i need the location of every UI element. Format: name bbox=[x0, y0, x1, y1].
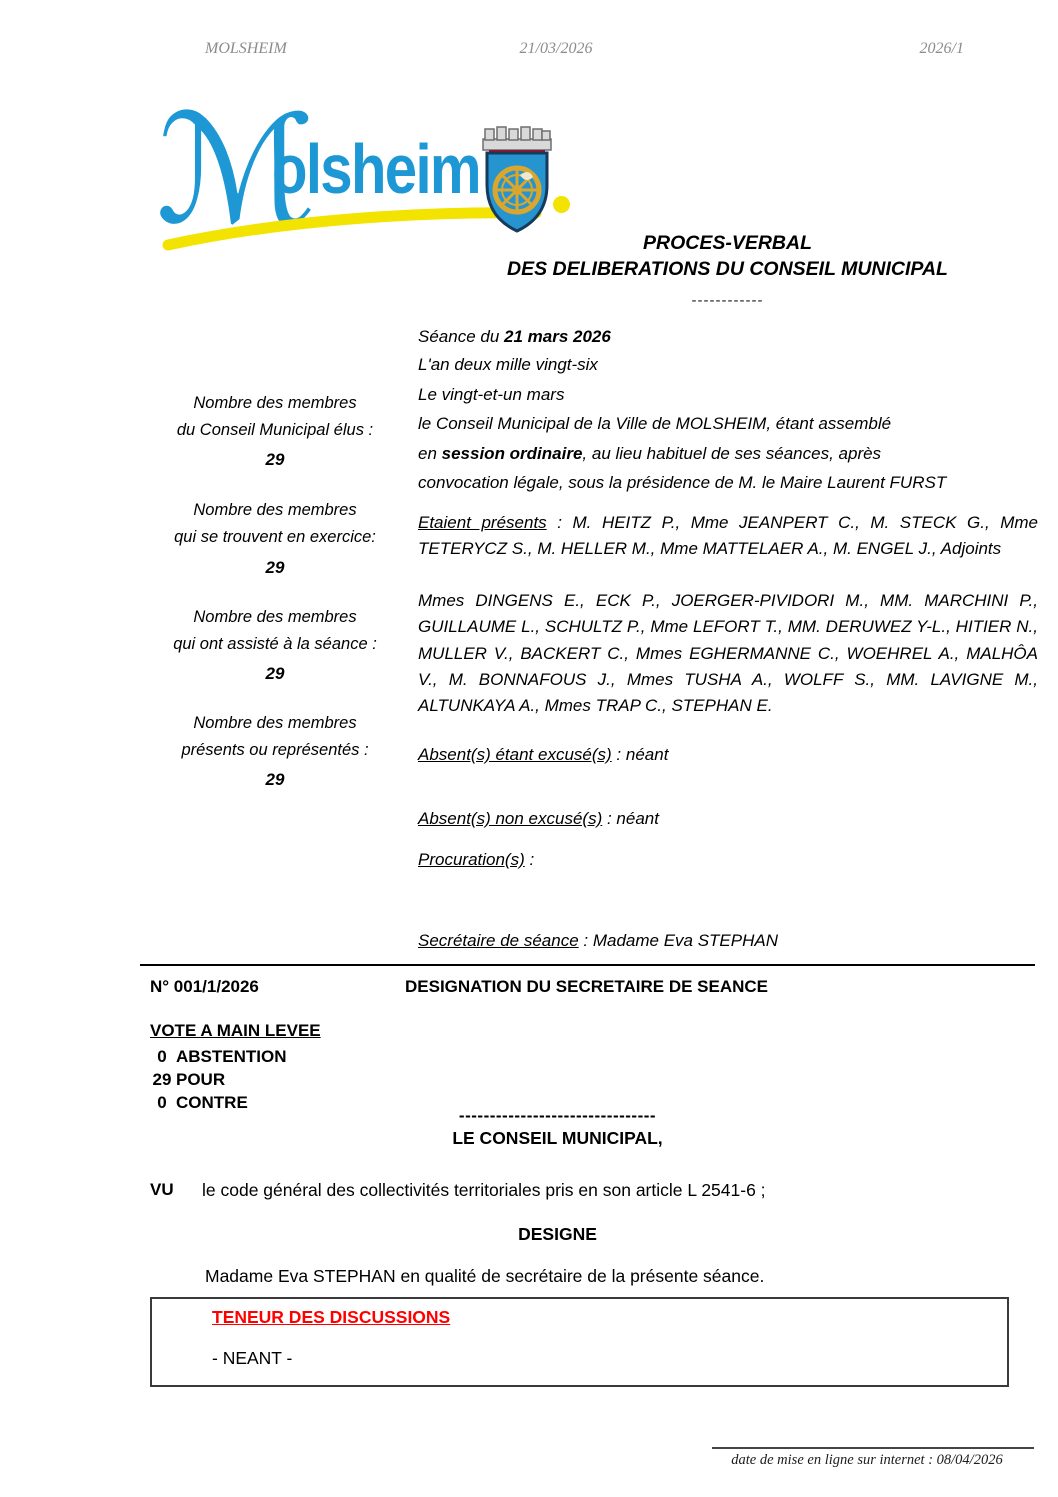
decision-separator: -------------------------------- bbox=[458, 1106, 657, 1125]
members-in-office-value: 29 bbox=[265, 558, 285, 577]
header-page-ref: 2026/1 bbox=[919, 40, 964, 57]
discussions-box-content: - NEANT - bbox=[212, 1348, 293, 1368]
vu-label: VU bbox=[150, 1180, 174, 1199]
discussions-box-title: TENEUR DES DISCUSSIONS bbox=[212, 1307, 451, 1327]
header-date: 21/03/2026 bbox=[519, 40, 593, 57]
vu-text: le code général des collectivités territoriales pris en son article L 2541-6 ; bbox=[202, 1180, 766, 1200]
vote-row-contre: 0 CONTRE bbox=[157, 1093, 248, 1112]
intro-line-3: le Conseil Municipal de la Ville de MOLSHEIM, étant assemblé bbox=[418, 414, 892, 434]
seance-date-line: Séance du 21 mars 2026 bbox=[418, 327, 611, 346]
absent-not-excused-line: Absent(s) non excusé(s) : néant bbox=[418, 809, 659, 828]
logo-initial-m: ℳ bbox=[156, 84, 317, 258]
council-heading: LE CONSEIL MUNICIPAL, bbox=[452, 1128, 663, 1148]
footer-divider bbox=[712, 1447, 1034, 1449]
seance-intro bbox=[418, 350, 1038, 498]
members-represented-label: Nombre des membres présents ou représentés : bbox=[181, 714, 369, 759]
vote-row-pour: 29 POUR bbox=[152, 1070, 226, 1089]
title-line-1: PROCES-VERBAL bbox=[642, 232, 813, 254]
logo-period-dot bbox=[553, 196, 570, 213]
intro-line-1: L'an deux mille vingt-six bbox=[418, 355, 598, 374]
footer-publication-date: date de mise en ligne sur internet : 08/04/2026 bbox=[731, 1452, 1003, 1468]
molsheim-crest-icon bbox=[480, 126, 554, 236]
vote-title: VOTE A MAIN LEVEE bbox=[150, 1021, 321, 1040]
procurations-line: Procuration(s) : bbox=[418, 850, 535, 869]
present-names-2: Mmes DINGENS E., ECK P., JOERGER-PIVIDORI M., MM. MARCHINI P., GUILLAUME L., SCHULTZ P., Mme LEFORT T., MM. DERUWEZ Y-L., HITIER N., MULLER V., BACKERT C., Mmes EGHERMANNE C., WOEHREL A., MALHÔA V., M. BONNAFOUS J., Mmes TUSHA A., WOLFF S., MM. LAVIGNE M., ALTUNKAYA A., Mmes TRAP C., STEPHAN E. bbox=[418, 591, 1038, 716]
present-members-paragraph: Etaient présents : M. HEITZ P., Mme JEANPERT C., M. STECK G., Mme TETERYCZ S., M. HELLER M., Mme MATTELAER A., M. ENGEL J., Adjoints bbox=[418, 513, 1039, 559]
intro-line-5: convocation légale, sous la présidence de M. le Maire Laurent FURST bbox=[418, 473, 947, 493]
section-divider bbox=[140, 964, 1035, 966]
deliberation-subject: DESIGNATION DU SECRETAIRE DE SEANCE bbox=[405, 977, 769, 996]
members-elected-label: Nombre des membres du Conseil Municipal élus : bbox=[176, 394, 374, 439]
intro-line-4: en session ordinaire, au lieu habituel de ses séances, après bbox=[418, 443, 882, 463]
discussions-box bbox=[150, 1297, 1009, 1387]
title-line-2: DES DELIBERATIONS DU CONSEIL MUNICIPAL bbox=[507, 258, 948, 280]
present-label: Etaient présents bbox=[418, 513, 547, 532]
vote-row-abstention: 0 ABSTENTION bbox=[157, 1047, 287, 1066]
vote-results bbox=[148, 1045, 287, 1114]
seance-date: 21 mars 2026 bbox=[504, 327, 611, 346]
members-elected-value: 29 bbox=[265, 450, 285, 469]
members-in-office-label: Nombre des membres qui se trouvent en exercice: bbox=[174, 501, 376, 546]
absent-excused-line: Absent(s) étant excusé(s) : néant bbox=[418, 745, 669, 764]
intro-line-2: Le vingt-et-un mars bbox=[418, 384, 565, 404]
header-commune: MOLSHEIM bbox=[205, 40, 287, 57]
title-separator: ------------ bbox=[691, 292, 764, 309]
present-names-1: M. HEITZ P., Mme JEANPERT C., M. STECK G., Mme TETERYCZ S., M. HELLER M., Mme MATTELAER A., M. ENGEL J., Adjoints bbox=[418, 513, 1039, 559]
secretary-line: Secrétaire de séance : Madame Eva STEPHAN bbox=[418, 931, 778, 950]
members-attending-label: Nombre des membres qui ont assisté à la séance : bbox=[173, 608, 377, 653]
members-represented-value: 29 bbox=[265, 770, 285, 789]
present-members-paragraph-2 bbox=[418, 588, 1038, 719]
document-title bbox=[420, 230, 1035, 282]
designation-text: Madame Eva STEPHAN en qualité de secrétaire de la présente séance. bbox=[205, 1266, 765, 1286]
deliberation-number: N° 001/1/2026 bbox=[150, 977, 259, 996]
designe-heading: DESIGNE bbox=[518, 1224, 597, 1244]
members-attending-value: 29 bbox=[265, 664, 285, 683]
logo-wordmark: olsheim bbox=[272, 130, 480, 208]
